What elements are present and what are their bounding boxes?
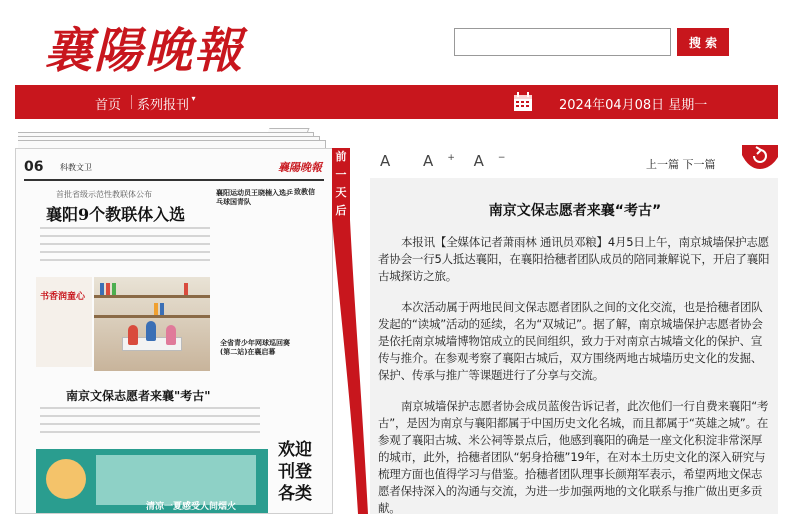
prev-next-links[interactable]: 上一篇 下一篇 [646, 158, 716, 171]
back-icon[interactable] [742, 145, 778, 169]
news-headline[interactable]: 襄阳9个教联体入选 [46, 205, 186, 224]
text-line [40, 235, 210, 237]
site-logo[interactable]: 襄陽晚報 [44, 23, 245, 79]
text-line [40, 227, 210, 229]
tennis-news[interactable]: 全省青少年网球巡回赛(第二站)在襄启幕 [220, 339, 290, 356]
text-line [40, 423, 260, 425]
book-story[interactable] [36, 277, 92, 367]
nav-bar [15, 85, 778, 119]
newspaper-page[interactable] [15, 148, 333, 514]
text-line [40, 259, 210, 261]
section-name: 科教文卫 [60, 163, 92, 172]
calendar-icon[interactable] [513, 92, 533, 112]
nav-series-label: 系列报刊 [137, 98, 190, 113]
page-curl-decoration [332, 220, 368, 514]
font-default-button[interactable]: A [380, 152, 391, 170]
news-headline-2[interactable]: 南京文保志愿者来襄"考古" [66, 389, 211, 403]
day-nav-tab[interactable]: 前一天后 [332, 148, 350, 220]
font-decrease-button[interactable]: A − [473, 152, 506, 170]
dropdown-icon: ▾ [189, 94, 196, 103]
ad-banner[interactable] [36, 449, 268, 514]
page-number: 06 [24, 159, 44, 175]
newspaper-header [24, 157, 324, 181]
text-line [40, 243, 210, 245]
article-paragraph: 本次活动属于两地民间文保志愿者团队之间的文化交流，也是拾穗者团队发起的“读城”活动的延续，名为“双城记”。据了解，南京城墙保护志愿者协会是依托南京城墙博物馆成立的民间组织，致力于对南京古城墙文化的保护、宣传与推介。在参观考察了襄阳古城后，双方围绕两地古城墙历史文化的发掘、保护、传承与推广等课题进行了分享与交流。 [378, 300, 763, 382]
ad-side-text[interactable]: 欢迎刊登各类 [278, 440, 312, 504]
text-line [40, 407, 260, 409]
article-title: 南京文保志愿者来襄“考古” [488, 203, 662, 219]
article-paragraph: 南京城墙保护志愿者协会成员蓝俊告诉记者，此次他们一行自费来襄阳“考古”，是因为南京与襄阳都属于中国历史文化名城，而且都属于“英雄之城”。在参观了襄阳古城、米公祠等景点后，他感到襄阳的确是一座文化积淀非常深厚的城市，此外，拾穗者团队“躬身拾穗”19年，在对本土历史文化的深入研究与梳理方面也值得学习与借鉴。拾穗者团队理事长颜翔军表示，希望两地文保志愿者保持深入的沟通与交流，为进一步加强两地的文化联系与推广做出更多贡献。 [378, 399, 769, 514]
article-panel [370, 178, 778, 514]
book-title: 书香润童心 [40, 292, 86, 302]
search-input[interactable] [454, 28, 671, 56]
search-bar [454, 28, 729, 56]
font-increase-button[interactable]: A + [423, 152, 455, 170]
search-button[interactable]: 搜 索 [677, 28, 729, 56]
nav-series-menu[interactable] [137, 94, 196, 113]
text-line [40, 251, 210, 253]
side-news[interactable]: 襄阳运动员王晓楠入选乒乓球国青队 [216, 189, 293, 206]
ad-text: 清凉一夏感受人间烟火 [146, 502, 237, 512]
font-size-controls [380, 152, 519, 170]
library-photo[interactable] [94, 277, 210, 371]
text-line [40, 431, 260, 433]
news-subhead[interactable]: 首批省级示范性教联体公布 [56, 190, 152, 199]
current-date: 2024年04月08日 星期一 [559, 98, 708, 113]
newspaper-logo: 襄陽晚報 [278, 161, 322, 174]
text-line [40, 415, 260, 417]
nav-divider [131, 95, 132, 109]
side-column[interactable]: 致教信 [294, 188, 315, 196]
paper-stack [18, 128, 328, 150]
nav-home[interactable]: 首页 [95, 98, 122, 113]
article-paragraph: 本报讯【全媒体记者萧雨林 通讯员邓粮】4月5日上午，南京城墙保护志愿者协会一行5人抵达襄阳，在襄阳拾穗者团队成员的陪同兼解说下，开启了襄阳古城探访之旅。 [378, 235, 770, 283]
